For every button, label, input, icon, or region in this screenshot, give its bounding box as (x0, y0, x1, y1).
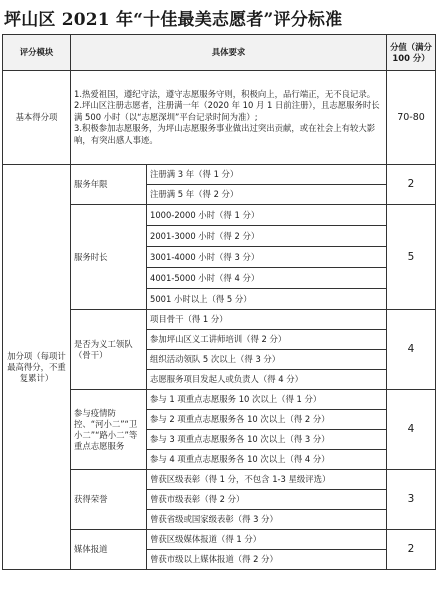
basic-module: 基本得分项 (3, 71, 71, 165)
header-module: 评分模块 (3, 35, 71, 71)
basic-requirement-2: 2.坪山区注册志愿者，注册满一年（2020 年 10 月 1 日前注册），且志愿服务时长满 500 小时（以“志愿深圳”平台记录时间为准）; (74, 100, 380, 122)
list-item: 曾获区级表彰（得 1 分，不包含 1-3 星级评选） (147, 470, 387, 490)
group-score-key-services: 4 (387, 390, 436, 470)
list-item: 志愿服务项目发起人或负责人（得 4 分） (147, 370, 387, 390)
table-row (3, 165, 436, 185)
list-item: 曾获区级媒体报道（得 1 分） (147, 530, 387, 550)
basic-requirement-3: 3.积极参加志愿服务，为坪山志愿服务事业做出过突出贡献，或在社会上有较大影响，有突出感人事迹。 (74, 123, 376, 145)
group-name-service-hours: 服务时长 (71, 205, 147, 310)
list-item: 参与 3 项重点志愿服务各 10 次以上（得 3 分） (147, 430, 387, 450)
list-item: 参与 4 项重点志愿服务各 10 次以上（得 4 分） (147, 450, 387, 470)
page-title: 坪山区 2021 年“十佳最美志愿者”评分标准 (4, 9, 343, 30)
list-item: 组织活动领队 5 次以上（得 3 分） (147, 350, 387, 370)
group-score-service-years: 2 (387, 165, 436, 205)
list-item: 参与 1 项重点志愿服务 10 次以上（得 1 分） (147, 390, 387, 410)
list-item: 参加坪山区义工讲师培训（得 2 分） (147, 330, 387, 350)
basic-requirements (71, 71, 387, 165)
list-item: 项目骨干（得 1 分） (147, 310, 387, 330)
basic-row (3, 71, 436, 165)
header-requirement: 具体要求 (71, 35, 387, 71)
list-item: 3001-4000 小时（得 3 分） (147, 247, 387, 268)
scoring-table (2, 34, 436, 570)
group-name-honors: 获得荣誉 (71, 470, 147, 530)
bonus-module: 加分项（每项计最高得分，不重复累计） (3, 165, 71, 570)
list-item: 2001-3000 小时（得 2 分） (147, 226, 387, 247)
group-name-media: 媒体报道 (71, 530, 147, 570)
group-score-honors: 3 (387, 470, 436, 530)
group-score-service-hours: 5 (387, 205, 436, 310)
group-name-key-services: 参与疫情防控、“河小二”“卫小二”“路小二”等重点志愿服务 (71, 390, 147, 470)
group-score-team-leader: 4 (387, 310, 436, 390)
list-item: 注册满 3 年（得 1 分） (147, 165, 387, 185)
list-item: 曾获省级或国家级表彰（得 3 分） (147, 510, 387, 530)
list-item: 5001 小时以上（得 5 分） (147, 289, 387, 310)
basic-score: 70-80 (387, 71, 436, 165)
list-item: 曾获市级表彰（得 2 分） (147, 490, 387, 510)
list-item: 1000-2000 小时（得 1 分） (147, 205, 387, 226)
group-score-media: 2 (387, 530, 436, 570)
list-item: 曾获市级以上媒体报道（得 2 分） (147, 550, 387, 570)
group-name-team-leader: 是否为义工领队（骨干） (71, 310, 147, 390)
group-name-service-years: 服务年限 (71, 165, 147, 205)
header-score: 分值（满分 100 分） (387, 35, 436, 71)
list-item: 4001-5000 小时（得 4 分） (147, 268, 387, 289)
list-item: 注册满 5 年（得 2 分） (147, 185, 387, 205)
basic-requirement-1: 1.热爱祖国，遵纪守法，遵守志愿服务守则，积极向上，品行端正，无不良记录。 (74, 88, 376, 99)
header-row (3, 35, 436, 71)
list-item: 参与 2 项重点志愿服务各 10 次以上（得 2 分） (147, 410, 387, 430)
